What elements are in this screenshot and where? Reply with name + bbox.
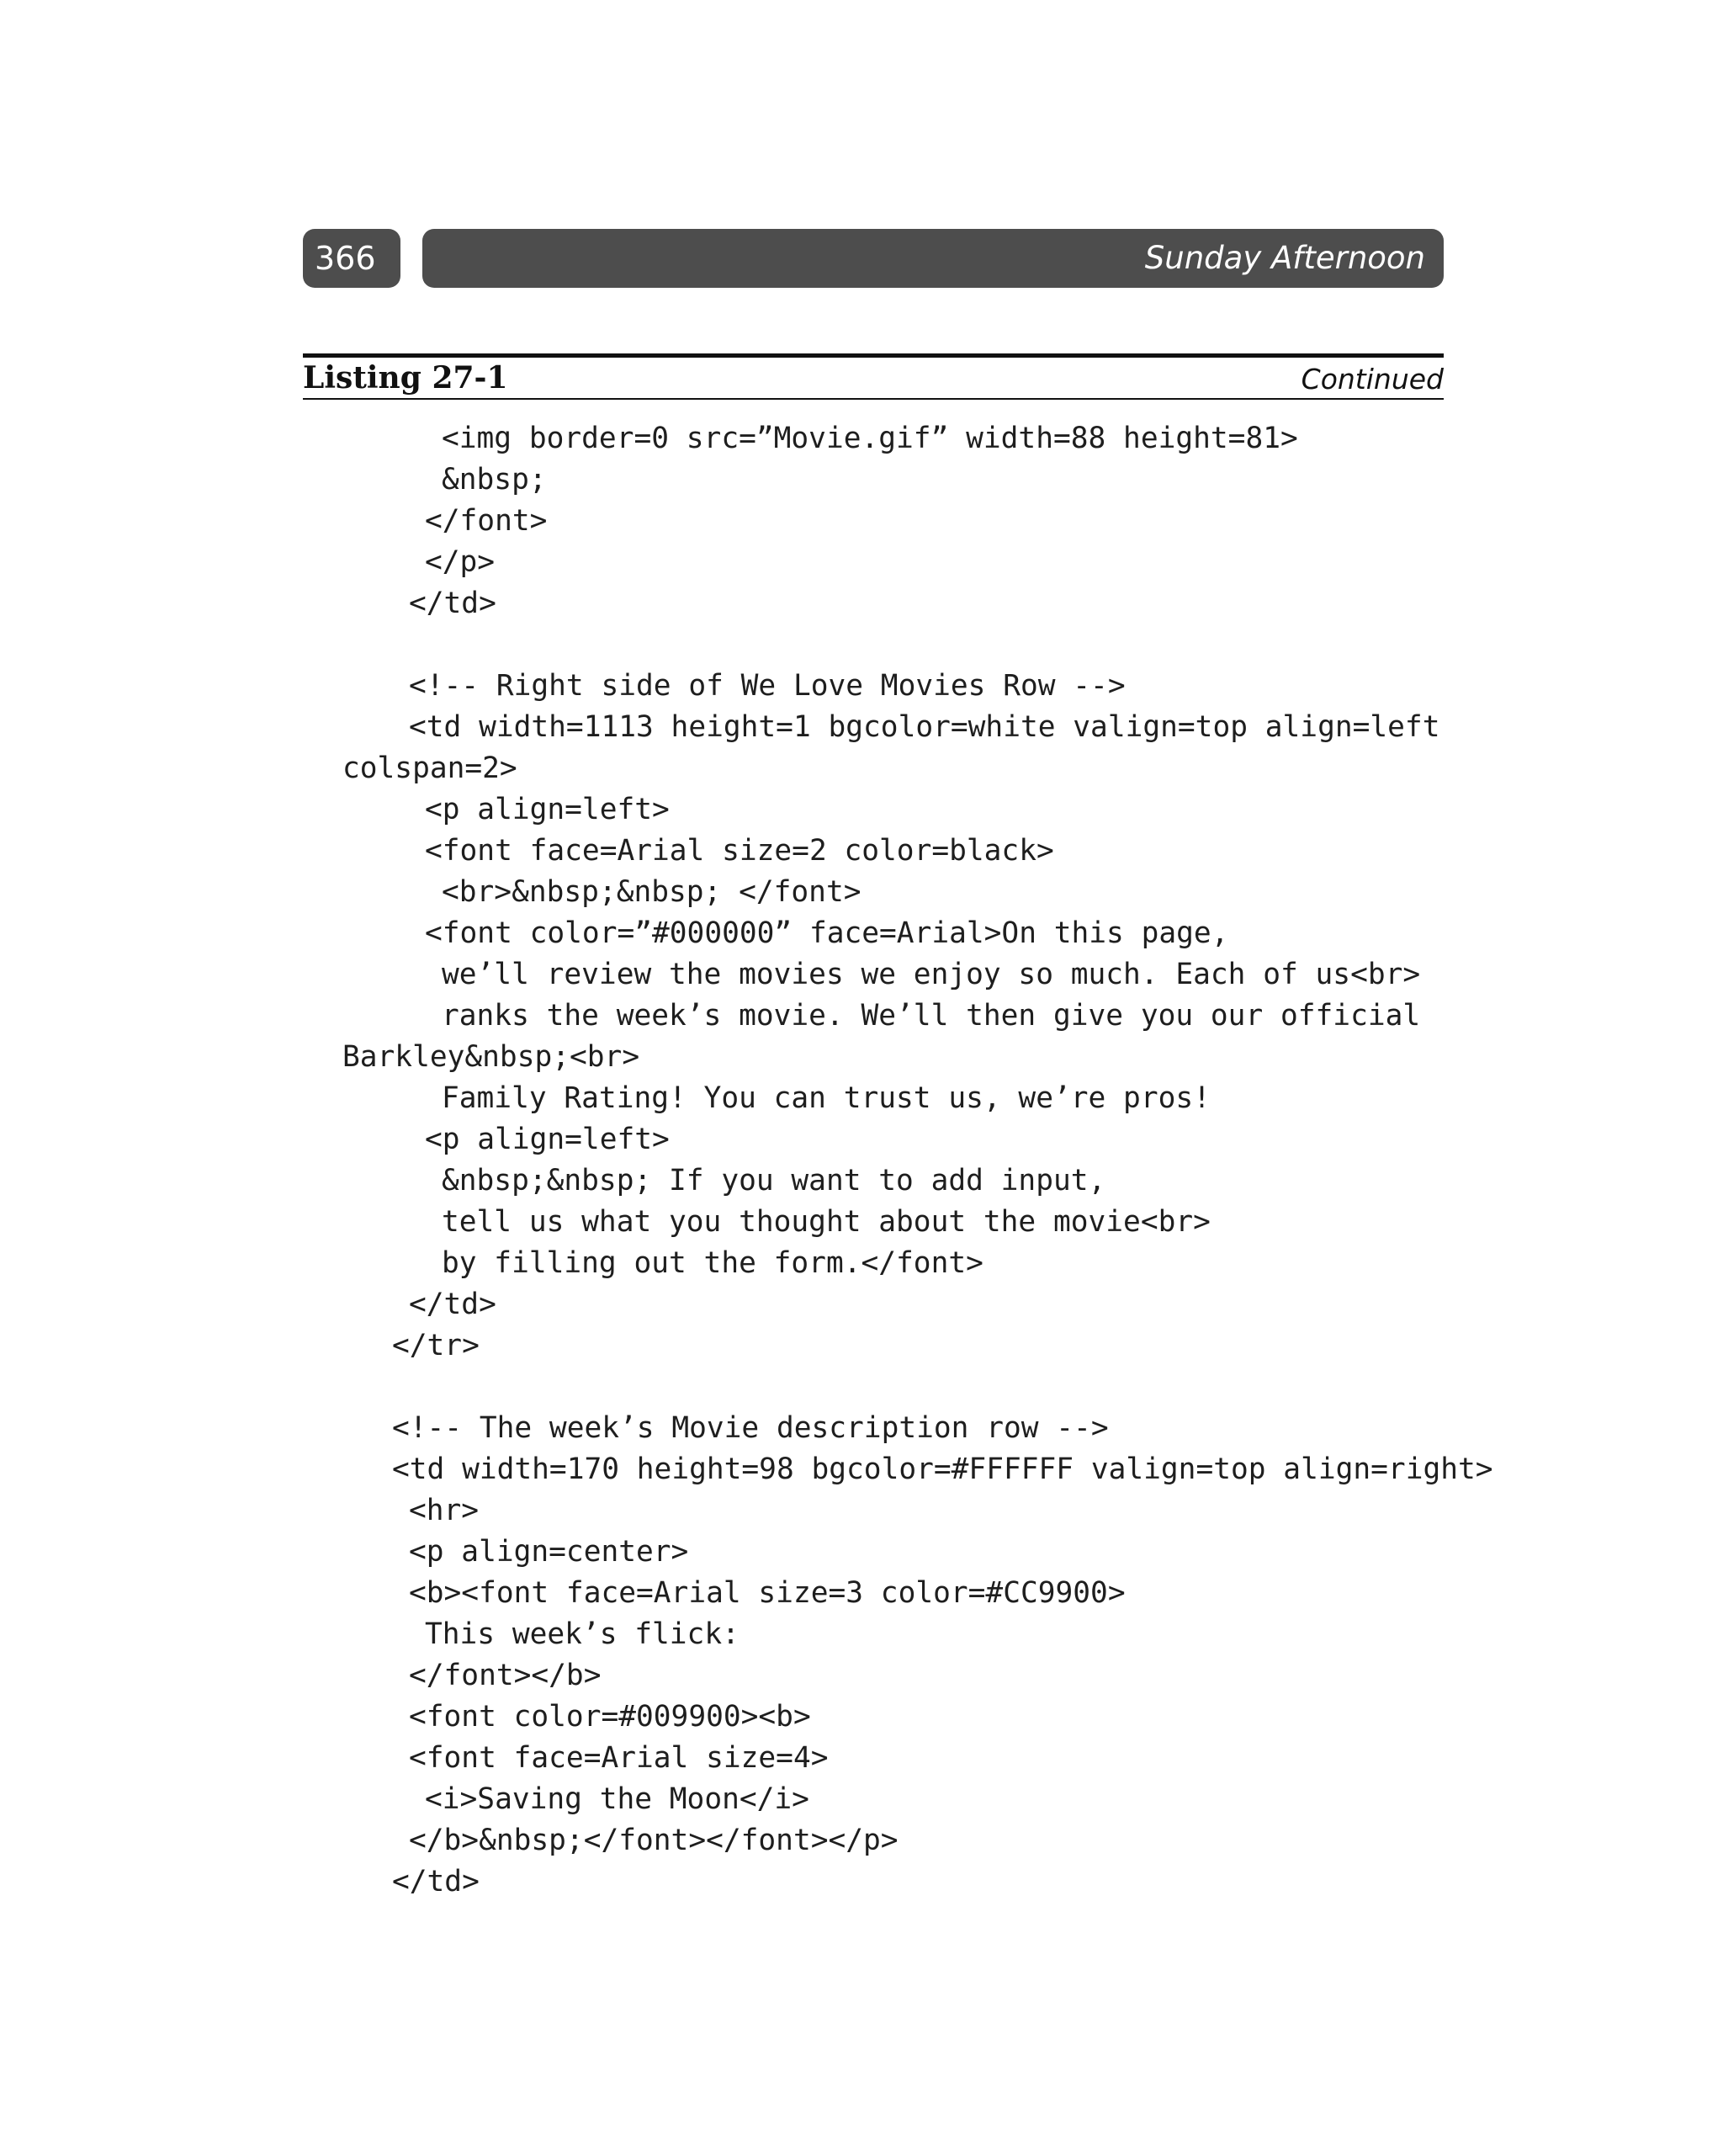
code-line: <img border=0 src=”Movie.gif” width=88 height=81>: [442, 422, 1298, 455]
code-line: </b>&nbsp;</font></font></p>: [409, 1824, 899, 1857]
running-head-title: Sunday Afternoon: [422, 229, 1444, 288]
code-line: <b><font face=Arial size=3 color=#CC9900>: [409, 1576, 1126, 1610]
code-line: tell us what you thought about the movie<br>: [442, 1205, 1211, 1239]
code-line: colspan=2>: [342, 751, 517, 785]
code-line: <font color=”#000000” face=Arial>On this page,: [425, 916, 1229, 950]
listing-continued-label: Continued: [1301, 363, 1444, 396]
code-line: </td>: [392, 1865, 480, 1898]
code-line: <p align=center>: [409, 1535, 689, 1569]
code-line: <!-- The week’s Movie description row -->: [392, 1411, 1109, 1445]
code-line: <td width=1113 height=1 bgcolor=white valign=top align=left: [409, 710, 1440, 744]
code-line: ranks the week’s movie. We’ll then give you our official: [442, 999, 1421, 1033]
code-line: This week’s flick:: [425, 1617, 740, 1651]
code-line: <hr>: [409, 1494, 480, 1527]
code-line: we’ll review the movies we enjoy so much. Each of us<br>: [442, 958, 1421, 991]
code-line: <p align=left>: [425, 793, 670, 826]
code-line: </font>: [425, 504, 548, 538]
page-number: 366: [303, 229, 400, 288]
code-line: <p align=left>: [425, 1123, 670, 1156]
listing-title: Listing 27-1: [303, 360, 508, 396]
code-line: <br>&nbsp;&nbsp; </font>: [442, 875, 862, 909]
code-line: <font color=#009900><b>: [409, 1700, 811, 1734]
code-line: <td width=170 height=98 bgcolor=#FFFFFF valign=top align=right>: [392, 1452, 1493, 1486]
code-line: </p>: [425, 545, 496, 579]
code-line: Barkley&nbsp;<br>: [342, 1040, 640, 1074]
code-line: <font face=Arial size=4>: [409, 1741, 829, 1775]
code-line: by filling out the form.</font>: [442, 1246, 983, 1280]
code-line: </td>: [409, 587, 496, 620]
code-line: <font face=Arial size=2 color=black>: [425, 834, 1054, 868]
code-line: &nbsp;: [442, 463, 547, 497]
code-line: </font></b>: [409, 1659, 602, 1692]
code-line: <!-- Right side of We Love Movies Row -->: [409, 669, 1126, 703]
code-line: &nbsp;&nbsp; If you want to add input,: [442, 1164, 1106, 1197]
listing-bottom-rule: [303, 398, 1444, 400]
code-line: </tr>: [392, 1329, 480, 1362]
code-line: Family Rating! You can trust us, we’re pros!: [442, 1081, 1211, 1115]
code-line: </td>: [409, 1288, 496, 1321]
code-line: <i>Saving the Moon</i>: [425, 1782, 809, 1816]
